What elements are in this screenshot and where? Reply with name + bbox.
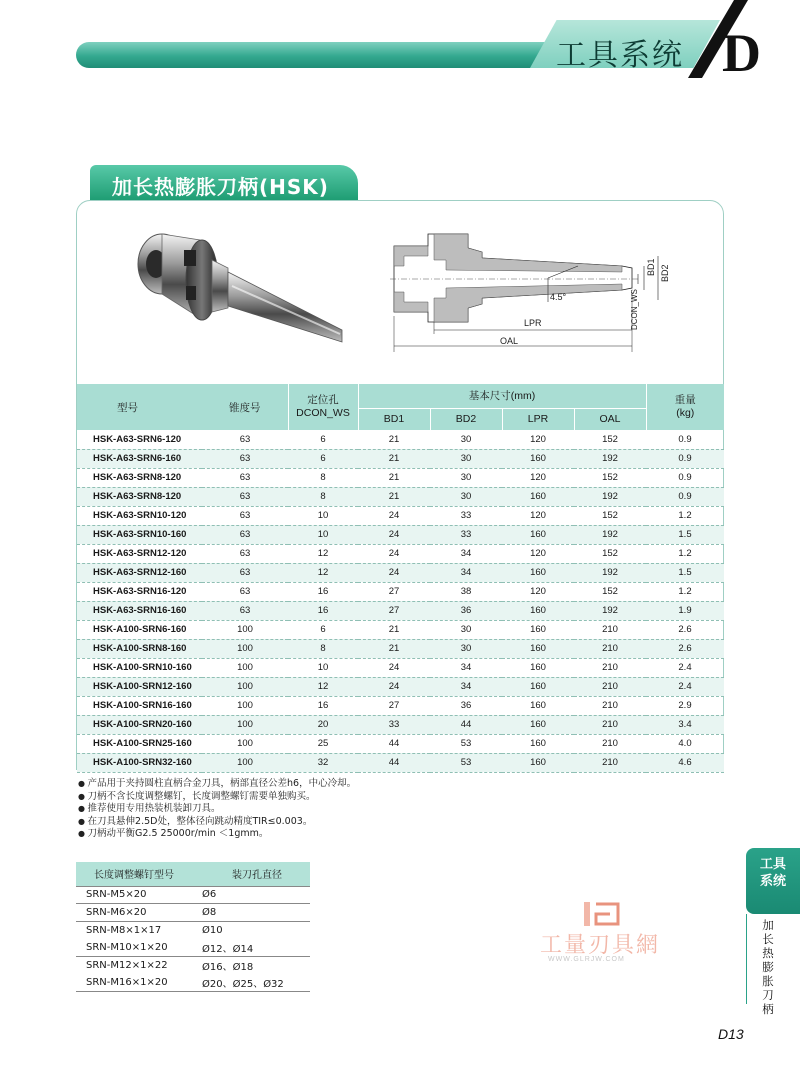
- cell-lpr: 160: [502, 658, 574, 677]
- cell-oal: 192: [574, 525, 646, 544]
- cell-oal: 210: [574, 658, 646, 677]
- cell-model: HSK-A100-SRN16-160: [77, 696, 202, 715]
- table-row: [77, 506, 724, 525]
- cell-bd1: 24: [358, 525, 430, 544]
- cell-weight: 0.9: [646, 468, 724, 487]
- table-row: [77, 696, 724, 715]
- note-item: ● 刀柄不含长度调整螺钉，长度调整螺钉需要单独购买。: [78, 791, 356, 804]
- cell-weight: 1.2: [646, 544, 724, 563]
- cell-oal: 192: [574, 563, 646, 582]
- cell-lpr: 160: [502, 639, 574, 658]
- drawing-label-dcon: DCON_WS: [630, 289, 639, 330]
- cell-lpr: 160: [502, 620, 574, 639]
- cell-lpr: 120: [502, 506, 574, 525]
- cell-oal: 192: [574, 487, 646, 506]
- cell-lpr: 160: [502, 734, 574, 753]
- cell-bd2: 53: [430, 753, 502, 772]
- cell-taper: 100: [202, 658, 288, 677]
- cell-oal: 210: [574, 734, 646, 753]
- table-row: [77, 639, 724, 658]
- side-tab-label: 工具系统: [759, 857, 786, 889]
- cell-hole: 6: [288, 620, 358, 639]
- note-item: ● 产品用于夹持圆柱直柄合金刀具，柄部直径公差h6，中心冷却。: [78, 778, 356, 791]
- spec-table-body: [77, 430, 724, 772]
- th-basic-dims: 基本尺寸(mm): [358, 384, 646, 408]
- table-row: [77, 601, 724, 620]
- cell-oal: 210: [574, 620, 646, 639]
- cell-oal: 192: [574, 449, 646, 468]
- cell-lpr: 160: [502, 563, 574, 582]
- screw-hole-cell: Ø6: [192, 886, 310, 904]
- cell-oal: 210: [574, 753, 646, 772]
- cell-bd2: 30: [430, 449, 502, 468]
- screw-hole-cell: Ø12、Ø14: [202, 943, 254, 955]
- cell-bd1: 21: [358, 430, 430, 449]
- cell-weight: 2.6: [646, 620, 724, 639]
- cell-bd2: 30: [430, 430, 502, 449]
- cell-bd1: 44: [358, 734, 430, 753]
- cell-weight: 1.5: [646, 525, 724, 544]
- cell-hole: 20: [288, 715, 358, 734]
- cell-bd2: 34: [430, 677, 502, 696]
- cell-lpr: 160: [502, 601, 574, 620]
- drawing-label-oal: OAL: [500, 336, 519, 346]
- note-item: ● 推荐使用专用热装机装卸刀具。: [78, 803, 356, 816]
- cell-model: HSK-A63-SRN12-160: [77, 563, 202, 582]
- cell-oal: 210: [574, 677, 646, 696]
- table-row: [77, 525, 724, 544]
- cell-bd2: 44: [430, 715, 502, 734]
- spec-table: [77, 384, 724, 773]
- cell-weight: 0.9: [646, 430, 724, 449]
- watermark-logo: [582, 900, 622, 928]
- cell-weight: 2.4: [646, 658, 724, 677]
- note-item: ● 在刀具悬伸2.5D处，整体径向跳动精度TIR≤0.003。: [78, 816, 356, 829]
- cell-bd2: 36: [430, 696, 502, 715]
- th-model: 型号: [77, 384, 202, 430]
- product-photo: [128, 222, 348, 362]
- cell-bd1: 27: [358, 582, 430, 601]
- table-row: [77, 544, 724, 563]
- table-row: [76, 921, 310, 939]
- cell-weight: 1.9: [646, 601, 724, 620]
- drawing-label-lpr: LPR: [524, 318, 542, 328]
- cell-bd2: 38: [430, 582, 502, 601]
- cell-lpr: 120: [502, 430, 574, 449]
- cell-taper: 63: [202, 487, 288, 506]
- cell-hole: 10: [288, 658, 358, 677]
- drawing-label-bd1: BD1: [646, 258, 656, 276]
- table-row: [76, 939, 310, 957]
- cell-hole: 10: [288, 525, 358, 544]
- th-lpr: LPR: [502, 408, 574, 430]
- cell-oal: 210: [574, 715, 646, 734]
- cell-taper: 63: [202, 601, 288, 620]
- cell-taper: 63: [202, 525, 288, 544]
- table-row: [77, 677, 724, 696]
- cell-bd2: 30: [430, 620, 502, 639]
- cell-hole: 8: [288, 639, 358, 658]
- table-row: [77, 658, 724, 677]
- technical-drawing: [382, 226, 682, 352]
- cell-model: HSK-A63-SRN12-120: [77, 544, 202, 563]
- cell-bd1: 21: [358, 639, 430, 658]
- cell-weight: 1.2: [646, 582, 724, 601]
- cell-taper: 63: [202, 468, 288, 487]
- cell-weight: 2.6: [646, 639, 724, 658]
- cell-oal: 152: [574, 468, 646, 487]
- watermark-text: 工量刃具網: [540, 933, 661, 958]
- cell-model: HSK-A100-SRN6-160: [77, 620, 202, 639]
- screw-model-cell: SRN-M16×1×20: [76, 974, 192, 992]
- cell-model: HSK-A100-SRN12-160: [77, 677, 202, 696]
- cell-bd2: 36: [430, 601, 502, 620]
- cell-bd1: 33: [358, 715, 430, 734]
- table-row: [77, 487, 724, 506]
- cell-taper: 100: [202, 753, 288, 772]
- cell-hole: 12: [288, 677, 358, 696]
- cell-bd2: 33: [430, 525, 502, 544]
- cell-model: HSK-A63-SRN16-160: [77, 601, 202, 620]
- cell-lpr: 120: [502, 468, 574, 487]
- cell-oal: 192: [574, 601, 646, 620]
- cell-hole: 10: [288, 506, 358, 525]
- cell-taper: 63: [202, 449, 288, 468]
- page-number: D13: [718, 1026, 744, 1042]
- table-row: [77, 753, 724, 772]
- cell-lpr: 160: [502, 753, 574, 772]
- cell-model: HSK-A100-SRN32-160: [77, 753, 202, 772]
- cell-bd1: 27: [358, 601, 430, 620]
- screw-table: [76, 862, 310, 992]
- cell-weight: 1.5: [646, 563, 724, 582]
- cell-bd2: 34: [430, 658, 502, 677]
- cell-oal: 210: [574, 639, 646, 658]
- cell-bd2: 30: [430, 639, 502, 658]
- cell-hole: 6: [288, 449, 358, 468]
- cell-bd1: 24: [358, 677, 430, 696]
- note-item: ● 刀柄动平衡G2.5 25000r/min ＜1gmm。: [78, 828, 356, 841]
- cell-lpr: 120: [502, 544, 574, 563]
- cell-bd1: 21: [358, 487, 430, 506]
- table-row: [76, 904, 310, 922]
- cell-lpr: 160: [502, 525, 574, 544]
- cell-hole: 16: [288, 601, 358, 620]
- cell-oal: 152: [574, 506, 646, 525]
- cell-bd1: 24: [358, 658, 430, 677]
- notes-list: [78, 778, 356, 841]
- cell-lpr: 120: [502, 582, 574, 601]
- th-weight: 重量 (kg): [646, 384, 724, 430]
- drawing-label-bd2: BD2: [660, 264, 670, 282]
- table-row: [76, 886, 310, 904]
- th-oal: OAL: [574, 408, 646, 430]
- cell-bd1: 21: [358, 620, 430, 639]
- table-row: [77, 715, 724, 734]
- cell-bd2: 33: [430, 506, 502, 525]
- cell-taper: 63: [202, 582, 288, 601]
- cell-taper: 100: [202, 715, 288, 734]
- screw-model-cell: SRN-M12×1×22: [76, 956, 192, 974]
- cell-taper: 100: [202, 734, 288, 753]
- table-row: [77, 430, 724, 449]
- table-row: [77, 468, 724, 487]
- cell-model: HSK-A100-SRN20-160: [77, 715, 202, 734]
- cell-hole: 32: [288, 753, 358, 772]
- cell-weight: 3.4: [646, 715, 724, 734]
- cell-weight: 4.6: [646, 753, 724, 772]
- cell-weight: 0.9: [646, 449, 724, 468]
- cell-bd2: 34: [430, 544, 502, 563]
- cell-taper: 63: [202, 430, 288, 449]
- cell-hole: 6: [288, 430, 358, 449]
- cell-oal: 152: [574, 430, 646, 449]
- th-bd1: BD1: [358, 408, 430, 430]
- screw-model-cell: SRN-M10×1×20: [86, 941, 168, 953]
- cell-lpr: 160: [502, 677, 574, 696]
- cell-bd1: 24: [358, 506, 430, 525]
- cell-hole: 25: [288, 734, 358, 753]
- screw-hole-cell: Ø8: [192, 904, 310, 922]
- cell-model: HSK-A63-SRN8-120: [77, 487, 202, 506]
- cell-oal: 210: [574, 696, 646, 715]
- cell-model: HSK-A63-SRN10-160: [77, 525, 202, 544]
- screw-model-cell: SRN-M8×1×17: [76, 921, 192, 939]
- cell-weight: 2.4: [646, 677, 724, 696]
- cell-hole: 12: [288, 563, 358, 582]
- cell-taper: 100: [202, 696, 288, 715]
- cell-taper: 63: [202, 563, 288, 582]
- cell-bd1: 21: [358, 468, 430, 487]
- cell-model: HSK-A100-SRN10-160: [77, 658, 202, 677]
- cell-model: HSK-A63-SRN16-120: [77, 582, 202, 601]
- cell-taper: 63: [202, 506, 288, 525]
- cell-lpr: 160: [502, 449, 574, 468]
- cell-bd2: 30: [430, 468, 502, 487]
- table-row: [76, 956, 310, 974]
- screw-hole-cell: Ø20、Ø25、Ø32: [192, 974, 310, 992]
- watermark-url: WWW.GLRJW.COM: [548, 956, 625, 963]
- table-row: [77, 582, 724, 601]
- th-bd2: BD2: [430, 408, 502, 430]
- th-hole: 定位孔 DCON_WS: [288, 384, 358, 430]
- cell-weight: 0.9: [646, 487, 724, 506]
- table-row: [77, 563, 724, 582]
- side-vertical-title: 加长热膨胀刀柄: [762, 918, 774, 1016]
- cell-lpr: 160: [502, 696, 574, 715]
- cell-model: HSK-A63-SRN8-120: [77, 468, 202, 487]
- cell-model: HSK-A100-SRN8-160: [77, 639, 202, 658]
- cell-weight: 1.2: [646, 506, 724, 525]
- cell-model: HSK-A63-SRN10-120: [77, 506, 202, 525]
- table-row: [77, 620, 724, 639]
- side-divider: [746, 914, 747, 1004]
- screw-hole-cell: Ø10: [192, 921, 310, 939]
- cell-weight: 2.9: [646, 696, 724, 715]
- cell-hole: 8: [288, 468, 358, 487]
- cell-bd2: 30: [430, 487, 502, 506]
- cell-model: HSK-A100-SRN25-160: [77, 734, 202, 753]
- cell-hole: 8: [288, 487, 358, 506]
- th-screw-hole: 装刀孔直径: [192, 862, 310, 886]
- cell-bd1: 21: [358, 449, 430, 468]
- cell-bd1: 24: [358, 544, 430, 563]
- th-taper: 锥度号: [202, 384, 288, 430]
- th-screw-model: 长度调整螺钉型号: [76, 862, 192, 886]
- cell-model: HSK-A63-SRN6-160: [77, 449, 202, 468]
- cell-hole: 16: [288, 696, 358, 715]
- cell-taper: 100: [202, 639, 288, 658]
- cell-lpr: 160: [502, 487, 574, 506]
- table-row: [77, 734, 724, 753]
- screw-hole-cell: Ø16、Ø18: [192, 956, 310, 974]
- cell-lpr: 160: [502, 715, 574, 734]
- table-row: [76, 974, 310, 992]
- cell-bd2: 34: [430, 563, 502, 582]
- cell-taper: 100: [202, 620, 288, 639]
- cell-bd1: 27: [358, 696, 430, 715]
- cell-bd2: 53: [430, 734, 502, 753]
- header-title: 工具系统: [556, 38, 684, 73]
- cell-taper: 100: [202, 677, 288, 696]
- header-chapter-letter: D: [722, 23, 761, 83]
- drawing-label-angle: 4.5°: [550, 292, 567, 302]
- cell-bd1: 44: [358, 753, 430, 772]
- cell-oal: 152: [574, 544, 646, 563]
- section-title: 加长热膨胀刀柄(HSK): [112, 175, 329, 199]
- screw-model-cell: SRN-M5×20: [76, 886, 192, 904]
- cell-oal: 152: [574, 582, 646, 601]
- cell-hole: 12: [288, 544, 358, 563]
- cell-model: HSK-A63-SRN6-120: [77, 430, 202, 449]
- cell-weight: 4.0: [646, 734, 724, 753]
- screw-model-cell: SRN-M6×20: [76, 904, 192, 922]
- cell-taper: 63: [202, 544, 288, 563]
- table-row: [77, 449, 724, 468]
- cell-hole: 16: [288, 582, 358, 601]
- cell-bd1: 24: [358, 563, 430, 582]
